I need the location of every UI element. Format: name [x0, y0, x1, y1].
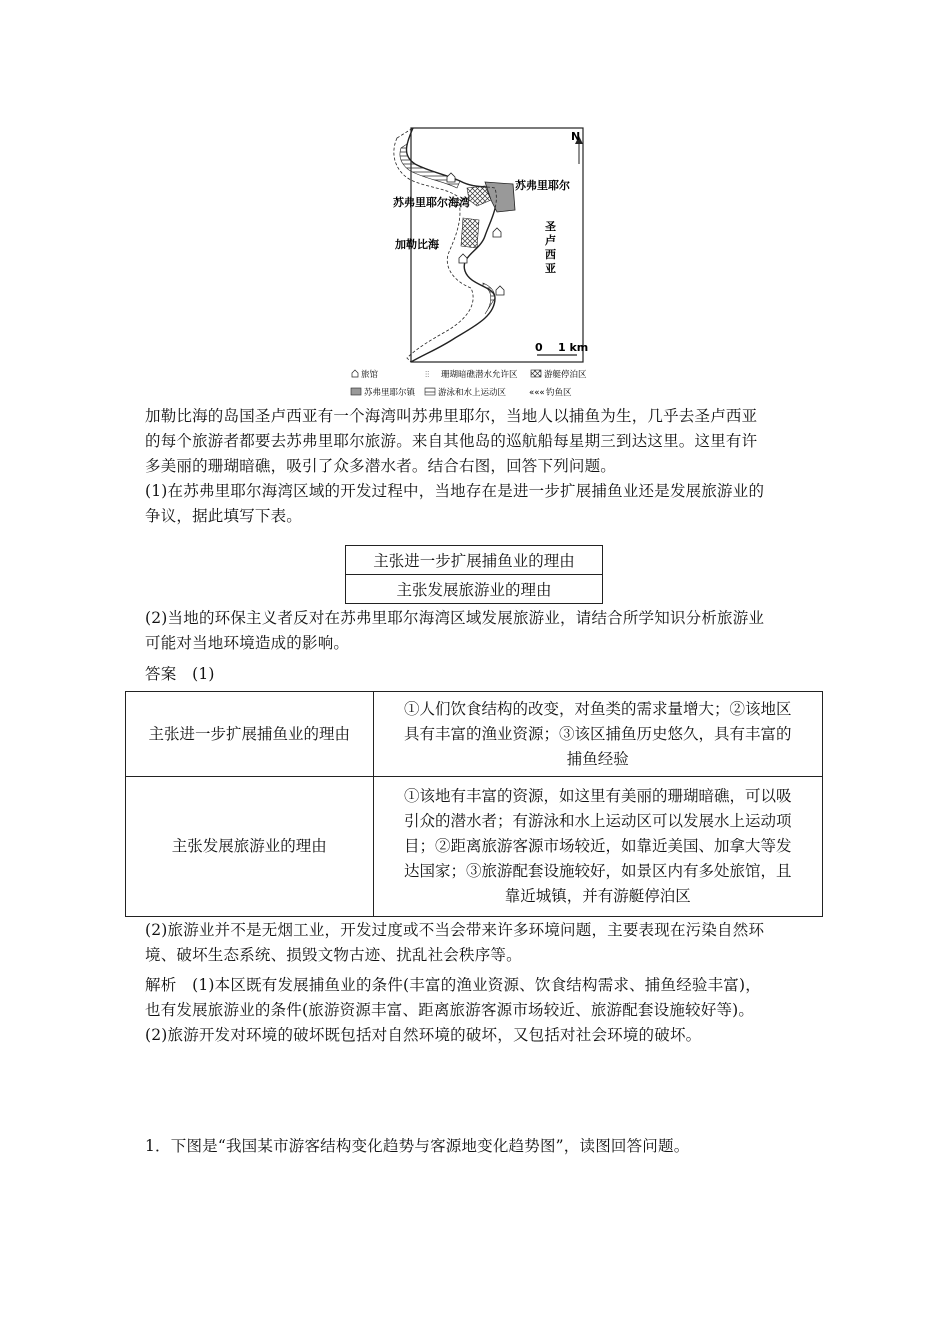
- text-line: 靠近城镇，并有游艇停泊区: [504, 887, 691, 905]
- legend-diving-icon: ⫶⫶: [425, 370, 430, 380]
- question-table: [345, 545, 603, 604]
- text-line: (2)旅游业并不是无烟工业，开发过度或不当会带来许多环境问题，主要表现在污染自然环: [145, 921, 765, 939]
- text-line: ①该地有丰富的资源，如这里有美丽的珊瑚暗礁，可以吸: [404, 787, 792, 805]
- text-line: 捕鱼经验: [566, 749, 629, 768]
- text-line: 争议，据此填写下表。: [145, 507, 303, 525]
- answer-2: [145, 918, 810, 968]
- text-line: ①人们饮食结构的改变，对鱼类的需求量增大；②该地区: [404, 699, 792, 718]
- town-label: 苏弗里耶尔: [515, 179, 570, 192]
- legend-diving: 珊瑚暗礁潜水允许区: [441, 370, 518, 380]
- legend-fishing-icon: «««: [529, 388, 545, 398]
- country-label-char: 卢: [545, 234, 556, 247]
- text-line: 可能对当地环境造成的影响。: [145, 634, 350, 652]
- legend-hotel-icon: [352, 370, 358, 377]
- legend-fishing: 钓鱼区: [546, 388, 572, 398]
- legend-town: 苏弗里耶尔镇: [364, 388, 416, 398]
- analysis: [145, 973, 810, 1048]
- text-line: 引众的潜水者；有游泳和水上运动区可以发展水上运动项: [404, 812, 792, 830]
- bay-label: 苏弗里耶尔海湾: [393, 196, 470, 209]
- answer-key: 主张进一步扩展捕鱼业的理由: [126, 692, 374, 777]
- text-line: 的每个旅游者都要去苏弗里耶尔旅游。来自其他岛的巡航船每星期三到达这里。这里有许: [145, 432, 758, 450]
- north-label: N: [571, 130, 581, 143]
- hotel-icon: [447, 173, 455, 182]
- answer-value: [373, 777, 822, 917]
- bay-map-figure: [345, 126, 605, 400]
- legend-hotel: 旅馆: [361, 370, 379, 380]
- text-line: (1)在苏弗里耶尔海湾区域的开发过程中，当地存在是进一步扩展捕鱼业还是发展旅游业的: [145, 482, 765, 500]
- country-label-char: 西: [545, 248, 556, 261]
- legend-swim-icon: [425, 388, 435, 395]
- question-2: [145, 606, 810, 656]
- question-table-row: 主张发展旅游业的理由: [346, 575, 603, 604]
- text-line: 境、破坏生态系统、损毁文物古迹、扰乱社会秩序等。: [145, 946, 522, 964]
- answer-key: 主张发展旅游业的理由: [126, 777, 374, 917]
- question-table-row: 主张进一步扩展捕鱼业的理由: [346, 546, 603, 575]
- text-line: (2)旅游开发对环境的破坏既包括对自然环境的破坏，又包括对社会环境的破坏。: [145, 1026, 702, 1044]
- text-line: (2)当地的环保主义者反对在苏弗里耶尔海湾区域发展旅游业，请结合所学知识分析旅游业: [145, 609, 765, 627]
- legend-yacht: 游艇停泊区: [544, 370, 587, 380]
- country-label-char: 圣: [545, 220, 556, 233]
- hotel-icon: [493, 228, 501, 237]
- sea-label: 加勒比海: [395, 238, 439, 251]
- legend-yacht-icon: [531, 370, 541, 377]
- yacht-zone-2: [461, 218, 479, 248]
- answer-table: [125, 691, 823, 917]
- hotel-icon: [459, 254, 467, 263]
- answer-value: [373, 692, 822, 777]
- text-line: 也有发展旅游业的条件(旅游资源丰富、距离旅游客源市场较近、旅游配套设施较好等)。: [145, 1001, 755, 1019]
- text-line: 多美丽的珊瑚暗礁，吸引了众多潜水者。结合右图，回答下列问题。: [145, 457, 617, 475]
- text-line: 目；②距离旅游客源市场较近，如靠近美国、加拿大等发: [404, 837, 792, 855]
- scale-label: 0 1 km: [535, 341, 589, 354]
- hotel-icon: [496, 286, 504, 295]
- text-line: 解析 (1)本区既有发展捕鱼业的条件(丰富的渔业资源、饮食结构需求、捕鱼经验丰富)，: [145, 976, 761, 994]
- text-line: 具有丰富的渔业资源；③该区捕鱼历史悠久，具有丰富的: [404, 724, 792, 743]
- country-label-char: 亚: [545, 262, 556, 275]
- table-row: [126, 777, 823, 917]
- table-row: [126, 692, 823, 777]
- text-line: 加勒比海的岛国圣卢西亚有一个海湾叫苏弗里耶尔，当地人以捕鱼为生，几乎去圣卢西亚: [145, 407, 758, 425]
- legend-town-icon: [351, 388, 361, 395]
- text-line: 达国家；③旅游配套设施较好，如景区内有多处旅馆，且: [404, 862, 792, 880]
- question-1: 1．下图是“我国某市游客结构变化趋势与客源地变化趋势图”，读图回答问题。: [145, 1137, 690, 1155]
- answer-label: 答案 (1): [145, 665, 215, 683]
- legend-swim: 游泳和水上运动区: [438, 388, 507, 398]
- intro-paragraph: [145, 404, 810, 529]
